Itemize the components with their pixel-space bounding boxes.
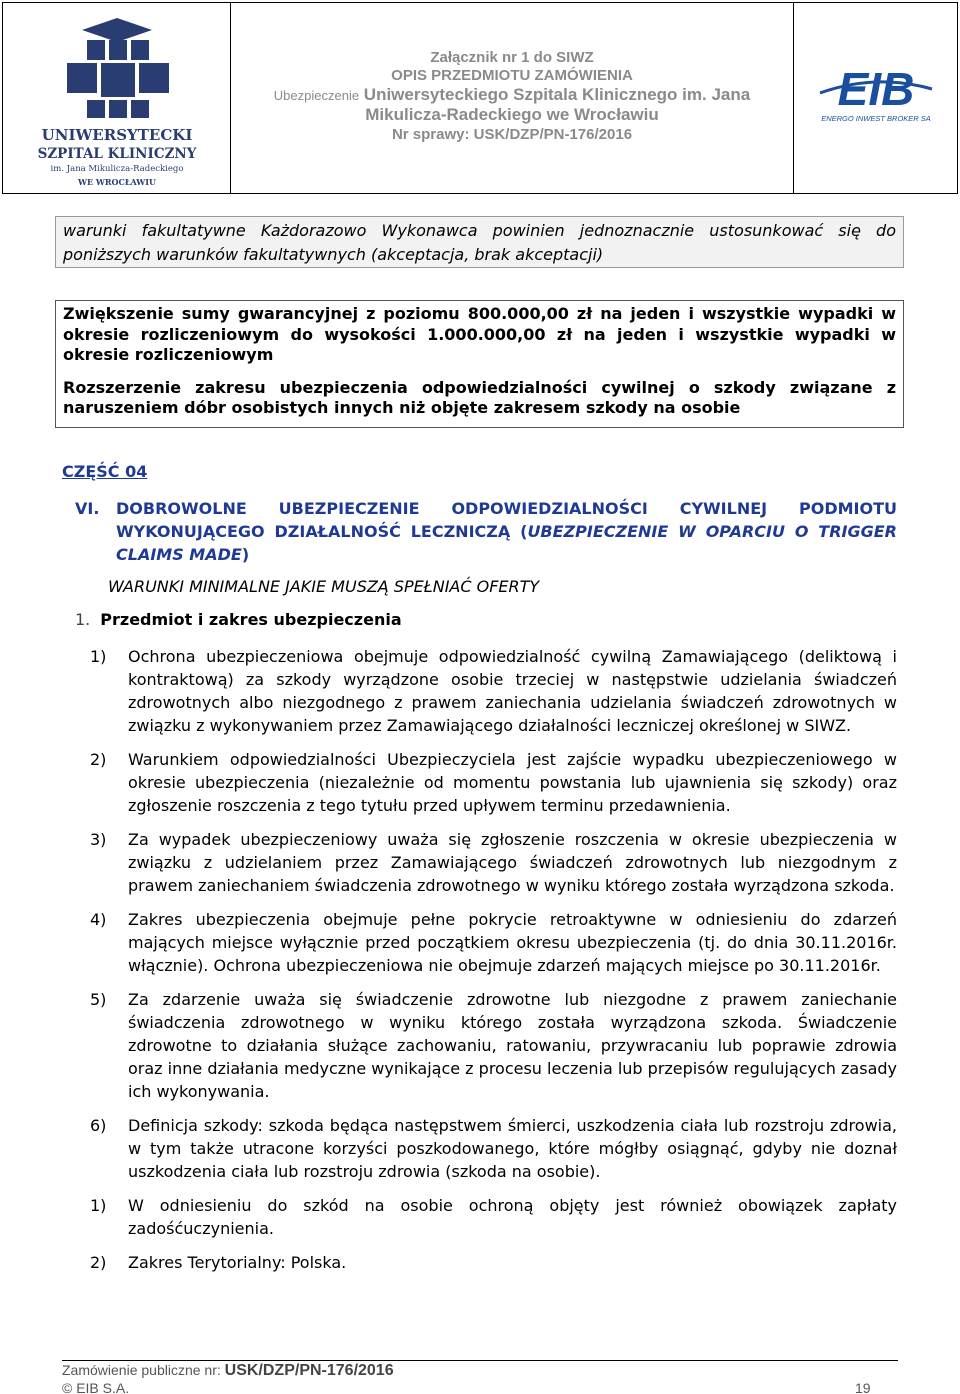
footer-copyright: © EIB S.A. [62,1380,130,1394]
conditions-list [90,645,897,1285]
page-header [2,2,958,194]
eib-sub: ENERGO INWEST BROKER SA [820,114,931,123]
header-title-block [231,2,793,194]
list-item: 5) Za zdarzenie uważa się świadczenie zdrowotne lub niezgodne z prawem zaniechanie świadczenia zdrowotnego w wyniku którego została wyrządzona szkoda. Świadczenie zdrowotne to działania służące zachowaniu, ratowaniu, przywracaniu lub poprawie zdrowia oraz inne działania medyczne wynikające z procesu leczenia lub przepisów regulujących zasady ich wykonywania. [90,990,897,1101]
list-item: 1) Ochrona ubezpieczeniowa obejmuje odpowiedzialność cywilną Zamawiającego (deliktową i kontraktową) za szkody wyrządzone osobie trzeciej w następstwie udzielania świadczeń zdrowotnych albo niezgodnego z prawem zaniechania udzielania świadczeń zdrowotnych w związku z wykonywaniem przez Zamawiającego działalności leczniczej określonej w SIWZ. [90,647,897,735]
optional-condition-1: Zwiększenie sumy gwarancyjnej z poziomu 800.000,00 zł na jeden i wszystkie wypadki w okresie rozliczeniowym do wysokości 1.000.000,00 zł na jeden i wszystkie wypadki w okresie rozliczeniowym [63,304,896,364]
list-item: 6) Definicja szkody: szkoda będąca następstwem śmierci, uszkodzenia ciała lub rozstroju zdrowia, w tym także utracone korzyści poszkodowanego, które mógłby osiągnąć, gdyby nie doznał uszkodzenia ciała lub rozstroju zdrowia (szkoda na osobie). [90,1116,897,1181]
section-title-italic: UBEZPIECZENIE W OPARCIU O TRIGGER CLAIMS MADE [116,522,898,564]
footer-divider [62,1360,898,1361]
minimum-conditions-label: WARUNKI MINIMALNE JAKIE MUSZĄ SPEŁNIAĆ OFERTY [108,577,540,596]
subsection-heading [75,610,402,629]
logo-line3: im. Jana Mikulicza-Radeckiego [50,164,183,174]
list-item: 1) W odniesieniu do szkód na osobie ochroną objęty jest również obowiązek zapłaty zadośćuczynienia. [90,1196,897,1238]
section-heading [75,497,897,566]
optional-conditions-note: warunki fakultatywne Każdorazowo Wykonawca powinien jednoznacznie ustosunkować się do poniższych warunków fakultatywnych (akceptacja, brak akceptacji) [55,216,904,268]
page-number: 19 [855,1380,871,1394]
part-heading: CZĘŚĆ 04 [62,462,148,481]
section-number: VI. [75,499,100,518]
annex-label: Załącznik nr 1 do SIWZ [430,49,594,66]
subsection-number: 1. [75,610,91,629]
logo-line4: WE WROCŁAWIU [77,177,156,187]
subject-line-2: Mikulicza-Radeckiego we Wrocławiu [365,105,659,125]
list-item: 2) Zakres Terytorialny: Polska. [90,1253,347,1272]
doc-type-label: OPIS PRZEDMIOTU ZAMÓWIENIA [391,67,633,84]
optional-condition-2: Rozszerzenie zakresu ubezpieczenia odpowiedzialności cywilnej o szkody związane z naruszeniem dóbr osobistych innych niż objęte zakresem szkody na osobie [63,377,896,417]
list-item: 4) Zakres ubezpieczenia obejmuje pełne pokrycie retroaktywne w odniesieniu do zdarzeń mających miejsce wyłącznie przed początkiem okresu ubezpieczenia (tj. do dnia 30.11.2016r. włącznie). Ochrona ubezpieczeniowa nie obejmuje zdarzeń mających miejsce po 30.11.2016r. [90,910,897,975]
subject-line: Ubezpieczenie Uniwersyteckiego Szpitala Klinicznego im. Jana [273,85,751,104]
eib-mark: EIB [837,63,914,115]
hospital-logo [2,2,231,194]
eib-logo [793,2,958,194]
optional-conditions-box [55,300,904,428]
footer-order-number: Zamówienie publiczne nr: USK/DZP/PN-176/2016 [62,1362,394,1379]
logo-line2: SZPITAL KLINICZNY [37,146,196,162]
section-title: DOBROWOLNE UBEZPIECZENIE ODPOWIEDZIALNOŚCI CYWILNEJ PODMIOTU WYKONUJĄCEGO DZIAŁALNOŚĆ LECZNICZĄ ( [116,499,897,541]
list-item: 2) Warunkiem odpowiedzialności Ubezpieczyciela jest zajście wypadku ubezpieczeniowego w okresie ubezpieczenia (niezależnie od momentu powstania lub ujawnienia się szkody) oraz zgłoszenie roszczenia z tego tytułu przed upływem terminu przedawnienia. [90,750,897,815]
subsection-title: Przedmiot i zakres ubezpieczenia [100,610,402,629]
list-item: 3) Za wypadek ubezpieczeniowy uważa się zgłoszenie roszczenia w okresie ubezpieczenia w związku z udzielaniem przez Zamawiającego świadczeń zdrowotnych lub niezgodnym z prawem zaniechaniem świadczenia zdrowotnego w wyniku którego została wyrządzona szkoda. [90,830,897,895]
case-number: Nr sprawy: USK/DZP/PN-176/2016 [391,125,633,143]
section-title-end: ) [241,545,250,564]
logo-line1: UNIWERSYTECKI [41,126,192,144]
